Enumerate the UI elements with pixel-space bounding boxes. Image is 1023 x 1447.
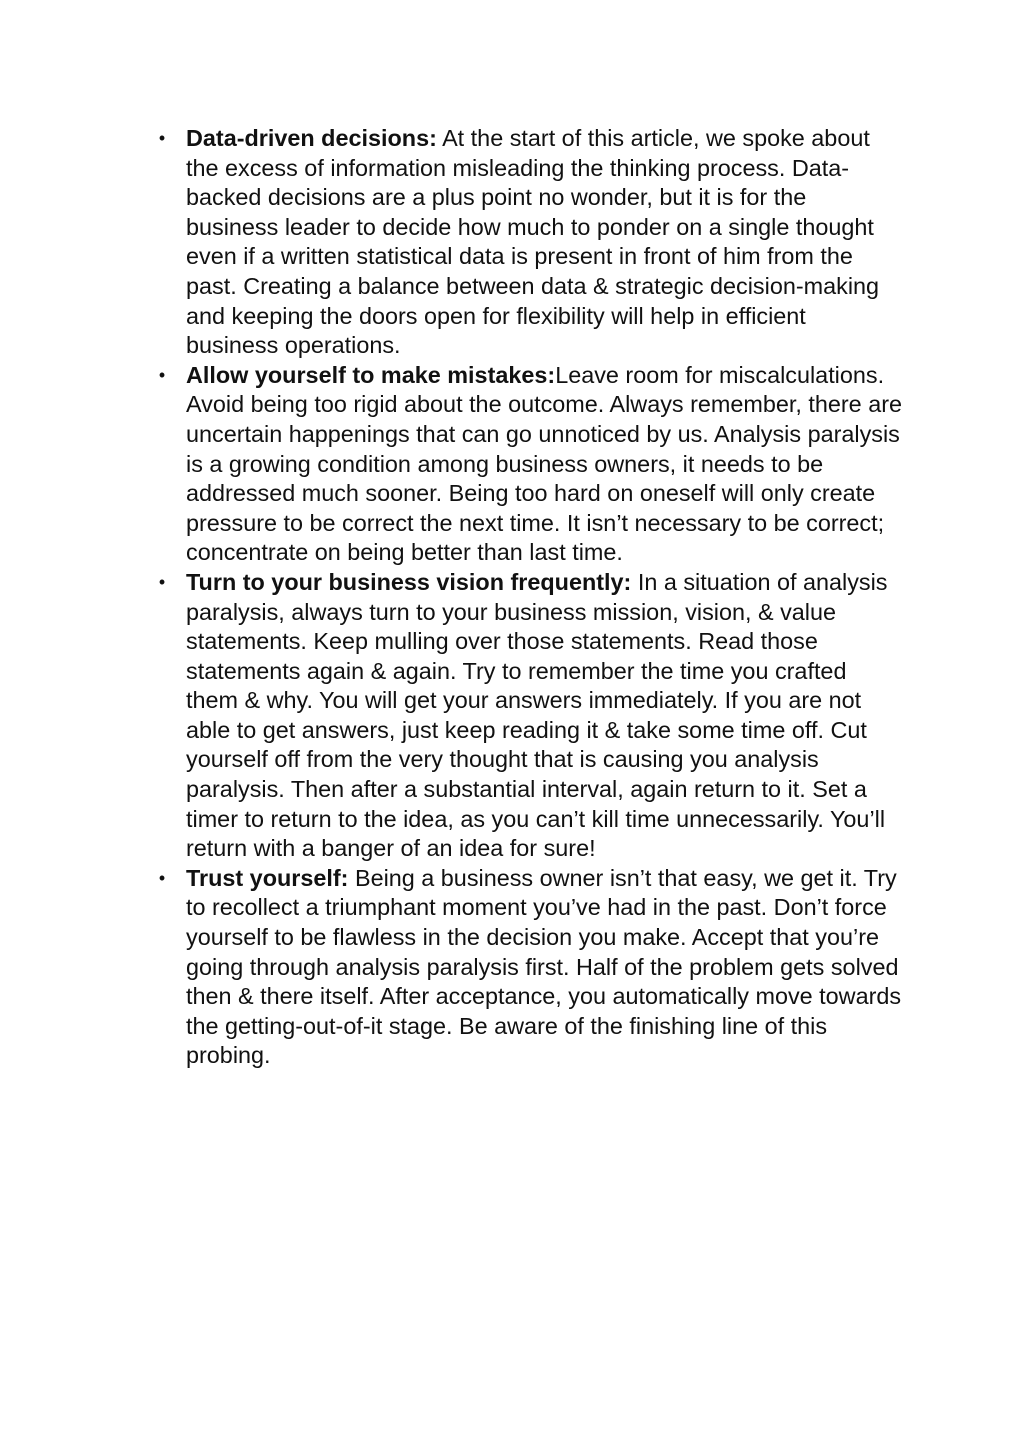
bullet-text: In a situation of analysis paralysis, always turn to your business mission, vision, & value statements. Keep mulling over those statements. Read those statements again & again. Try to remember the time you crafted them & why. You will get your answers immediately. If you are not able to get answers, just keep reading it & take some time off. Cut yourself off from the very thought that is causing you analysis paralysis. Then after a substantial interval, again return to it. Set a timer to return to the idea, as you can’t kill time unnecessarily. You’ll return with a banger of an idea for sure! (186, 568, 888, 862)
list-item (158, 568, 902, 864)
bullet-text: Leave room for miscalculations. Avoid being too rigid about the outcome. Always remember, there are uncertain happenings that can go unnoticed by us. Analysis paralysis is a growing condition among business owners, it needs to be addressed much sooner. Being too hard on oneself will only create pressure to be correct the next time. It isn’t necessary to be correct; concentrate on being better than last time. (186, 361, 902, 566)
list-item (158, 864, 902, 1071)
bullet-text: At the start of this article, we spoke about the excess of information misleading the thinking process. Data-backed decisions are a plus point no wonder, but it is for the business leader to decide how much to ponder on a single thought even if a written statistical data is present in front of him from the past. Creating a balance between data & strategic decision-making and keeping the doors open for flexibility will help in efficient business operations. (186, 125, 880, 359)
bullet-title: Data-driven decisions: (186, 125, 437, 151)
list-item (158, 124, 902, 361)
bullet-title: Turn to your business vision frequently: (186, 568, 632, 595)
bullet-text: Being a business owner isn’t that easy, we get it. Try to recollect a triumphant moment you’ve had in the past. Don’t force yourself to be flawless in the decision you make. Accept that you’re going through analysis paralysis first. Half of the problem gets solved then & there itself. After acceptance, you automatically move towards the getting-out-of-it stage. Be aware of the finishing line of this probing. (186, 864, 902, 1069)
bullet-icon: • (158, 867, 166, 888)
bullet-title: Allow yourself to make mistakes: (186, 361, 556, 388)
bullet-list (158, 124, 902, 1071)
list-item (158, 361, 902, 568)
bullet-icon: • (158, 128, 166, 148)
bullet-icon: • (158, 364, 166, 385)
bullet-title: Trust yourself: (186, 864, 349, 891)
bullet-icon: • (158, 571, 166, 592)
